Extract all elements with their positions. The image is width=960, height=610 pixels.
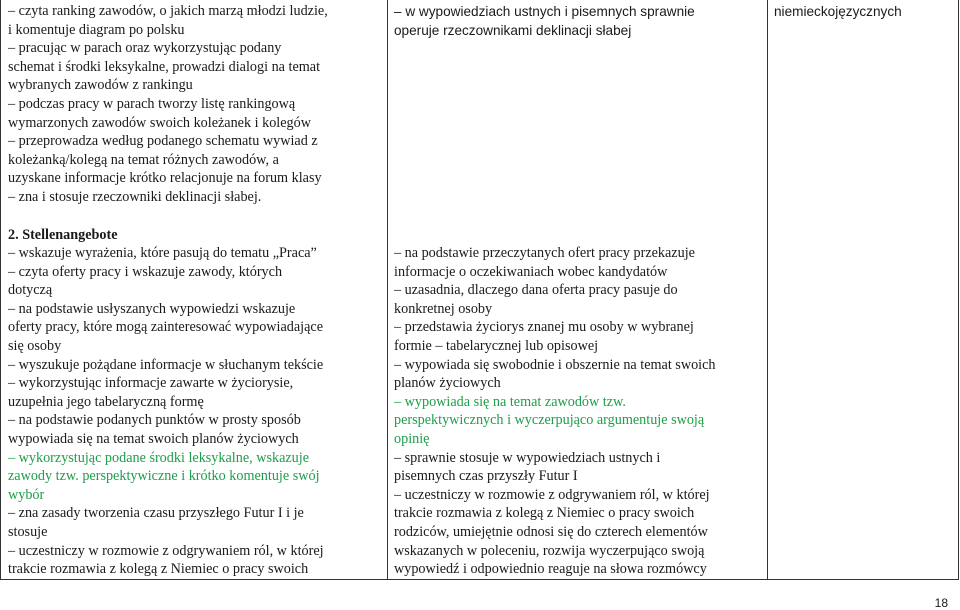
text-line: informacje o oczekiwaniach wobec kandydatów xyxy=(394,263,668,280)
text-line: – wskazuje wyrażenia, które pasują do tematu „Praca” xyxy=(8,245,317,261)
text-line: – wypowiada się swobodnie i obszernie na temat swoich xyxy=(394,356,716,373)
section-skills-basic xyxy=(8,244,384,579)
text-line: – na podstawie podanych punktów w prosty sposób xyxy=(8,412,301,429)
section-heading xyxy=(8,226,384,245)
text-line: się osoby xyxy=(8,337,62,354)
text-line: konkretnej osoby xyxy=(394,300,493,317)
top-row-skills-basic xyxy=(8,2,384,207)
text-line: wypowiedź i odpowiednio reaguje na słowa rozmówcy xyxy=(394,561,707,578)
text-line: i komentuje diagram po polsku xyxy=(8,21,185,38)
text-line: – sprawnie stosuje w wypowiedziach ustnych i xyxy=(394,449,661,466)
text-line: – podczas pracy w parach tworzy listę rankingową xyxy=(8,95,296,112)
text-line: – czyta oferty pracy i wskazuje zawody, których xyxy=(8,263,283,280)
text-line: rodziców, umiejętnie odnosi się do czterech elementów xyxy=(394,523,708,540)
text-line: – uczestniczy w rozmowie z odgrywaniem ról, w której xyxy=(8,542,324,559)
text-line: trakcie rozmawia z kolegą z Niemiec o pracy swoich xyxy=(394,505,695,522)
text-line: wymarzonych zawodów swoich koleżanek i kolegów xyxy=(8,114,311,131)
page-number: 18 xyxy=(934,596,948,610)
text-line: – na podstawie usłyszanych wypowiedzi wskazuje xyxy=(8,300,296,317)
table-border-left xyxy=(0,0,1,580)
text-line: – wypowiada się na temat zawodów tzw. xyxy=(394,393,626,410)
section-title: 2. Stellenangebote xyxy=(8,227,118,243)
top-row-skills-advanced xyxy=(394,3,764,40)
text-line: schemat i środki leksykalne, prowadzi dialogi na temat xyxy=(8,58,321,75)
text-line: – wykorzystując informacje zawarte w życiorysie, xyxy=(8,375,294,392)
text-line: wybranych zawodów z rankingu xyxy=(8,77,193,94)
text-line: zawody tzw. perspektywiczne i krótko komentuje swój xyxy=(8,468,320,485)
text-line: wypowiada się na temat swoich planów życiowych xyxy=(8,430,299,447)
text-line: stosuje xyxy=(8,523,48,540)
text-line: – na podstawie przeczytanych ofert pracy przekazuje xyxy=(394,245,695,261)
text-line: oferty pracy, które mogą zainteresować wypowiadające xyxy=(8,319,323,336)
text-line: koleżanką/kolegą na temat różnych zawodów, a xyxy=(8,151,279,168)
section-skills-advanced xyxy=(394,244,764,579)
text-line: – przeprowadza według podanego schematu wywiad z xyxy=(8,133,318,150)
text-line: wskazanych w poleceniu, rozwija wyczerpująco swoją xyxy=(394,542,705,559)
text-line: formie – tabelarycznej lub opisowej xyxy=(394,337,599,354)
text-line: – przedstawia życiorys znanej mu osoby w wybranej xyxy=(394,319,694,336)
text-line: trakcie rozmawia z kolegą z Niemiec o pracy swoich xyxy=(8,561,309,578)
text-line: – wyszukuje pożądane informacje w słuchanym tekście xyxy=(8,356,324,373)
text-line: – wykorzystując podane środki leksykalne, wskazuje xyxy=(8,449,310,466)
table-border-right xyxy=(958,0,959,580)
text-line: operuje rzeczownikami deklinacji słabej xyxy=(394,22,632,38)
table-border-col2 xyxy=(767,0,768,580)
text-line: – uzasadnia, dlaczego dana oferta pracy pasuje do xyxy=(394,282,678,299)
text-line: – pracując w parach oraz wykorzystując podany xyxy=(8,40,282,57)
text-line: planów życiowych xyxy=(394,375,501,392)
text-line: – zna zasady tworzenia czasu przyszłego Futur I i je xyxy=(8,505,304,522)
top-row-col3-text: niemieckojęzycznych xyxy=(774,4,902,19)
text-line: – czyta ranking zawodów, o jakich marzą młodzi ludzie, xyxy=(8,3,328,19)
text-line: pisemnych czas przyszły Futur I xyxy=(394,468,578,485)
text-line: uzyskane informacje krótko relacjonuje na forum klasy xyxy=(8,170,322,187)
text-line: uzupełnia jego tabelaryczną formę xyxy=(8,393,204,410)
top-row-col3 xyxy=(774,3,956,22)
text-line: opinię xyxy=(394,430,430,447)
text-line: – w wypowiedziach ustnych i pisemnych sprawnie xyxy=(394,4,695,19)
text-line: wybór xyxy=(8,486,45,503)
table-border-bottom xyxy=(0,579,959,580)
text-line: – uczestniczy w rozmowie z odgrywaniem ról, w której xyxy=(394,486,710,503)
text-line: – zna i stosuje rzeczowniki deklinacji słabej. xyxy=(8,188,262,205)
text-line: perspektywicznych i wyczerpująco argumentuje swoją xyxy=(394,412,705,429)
text-line: dotyczą xyxy=(8,282,53,299)
table-border-col1 xyxy=(387,0,388,580)
